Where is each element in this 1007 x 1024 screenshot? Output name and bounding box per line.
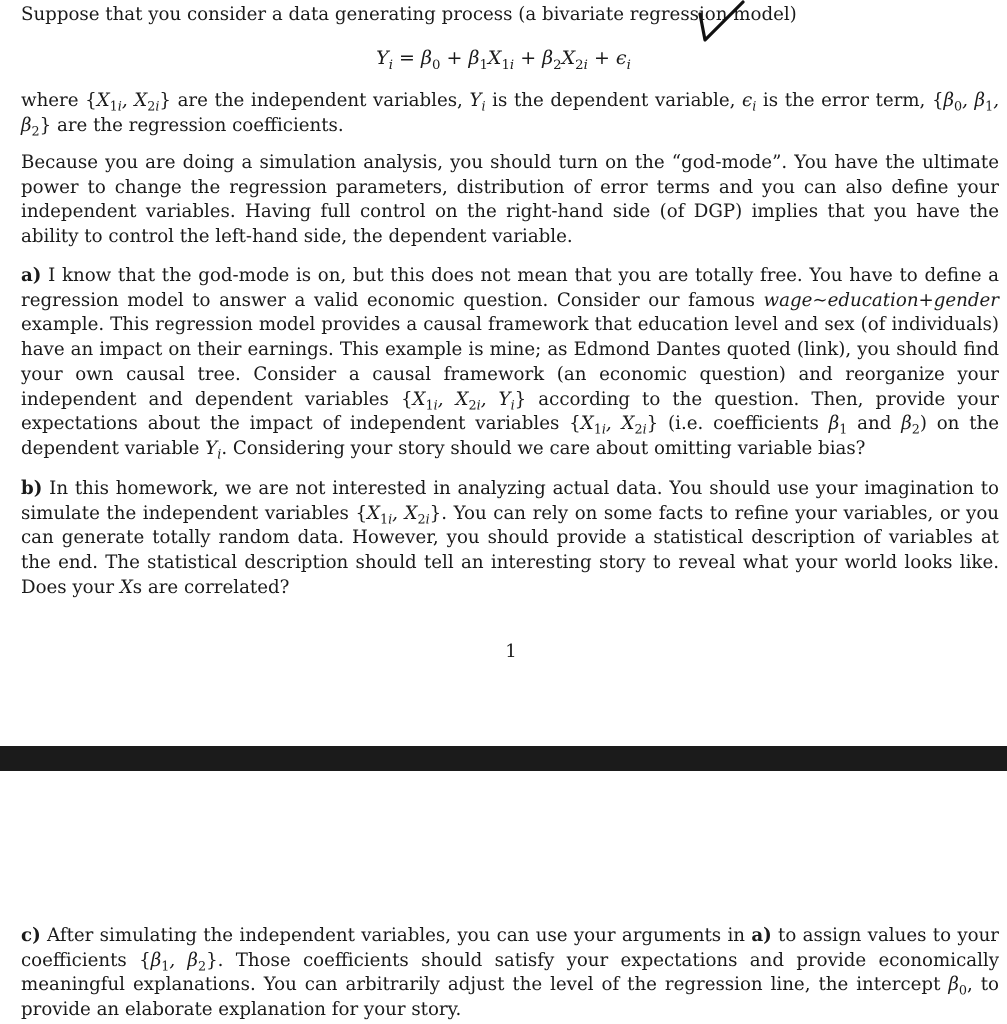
part-c-paragraph: c) After simulating the independent variables, you can use your arguments in a) to assign values to your coefficients {$\beta_1$, $\beta_2$}. Those coefficients should satisfy your expectations and provide economically meaningful explanations. You can arbitrarily adjust the level of the regression line, the intercept $\beta_0$, to provide an elaborate explanation for your story. xyxy=(21,925,1000,1021)
godmode-paragraph: Because you are doing a simulation analysis, you should turn on the “god-mode”. You have the ultimate power to change the regression parameters, distribution of error terms and you can also define your independent variables. Having full control on the right-hand side (of DGP) implies that you have the ability to control the left-hand side, the dependent variable. xyxy=(21,152,999,248)
checkmark-icon xyxy=(697,0,757,48)
page-number: 1 xyxy=(505,641,517,662)
part-b-paragraph: b) In this homework, we are not interested in analyzing actual data. You should use your imagination to simulate the independent variables {$X_{1i}$, $X_{2i}$}. You can rely on some facts to refine your variables, or you can generate totally random data. However, you should provide a statistical description of variables at the end. The statistical description should tell an interesting story to reveal what your world looks like. Does your Xs are correlated? xyxy=(21,478,999,598)
where-paragraph: where {$X_{1i}$, $X_{2i}$} are the independent variables, $Y_i$ is the dependent variable, $\epsilon_i$ is the error term, {$\beta_0$, $\beta_1$, $\beta_2$} are the regression coefficients. xyxy=(21,90,999,140)
part-b-label: b) xyxy=(21,478,43,499)
page-break-bar xyxy=(0,746,1007,771)
part-a-paragraph: a) I know that the god-mode is on, but this does not mean that you are totally free. You have to define a regression model to answer a valid economic question. Consider our famous wage∼education+gender example. This regression model provides a causal framework that education level and sex (of individuals) have an impact on their earnings. This example is mine; as Edmond Dantes quoted (link), you should find your own causal tree. Consider a causal framework (an economic question) and reorganize your independent and dependent variables {$X_{1i}$, $X_{2i}$, $Y_i$} according to the question. Then, provide your expectations about the impact of independent variables {$X_{1i}$, $X_{2i}$} (i.e. coefficients $\beta_1$ and $\beta_2$) on the dependent variable $Y_i$. Considering your story should we care about omitting variable bias? xyxy=(21,265,1000,463)
intro-paragraph: Suppose that you consider a data generating process (a bivariate regression model) xyxy=(21,4,797,25)
part-a-label: a) xyxy=(21,265,42,286)
part-c-label: c) xyxy=(21,925,41,946)
regression-equation: $Y_i = \beta_0 + \beta_1X_{1i} + \beta_2X_{2i} + \epsilon_i$ xyxy=(376,47,631,73)
